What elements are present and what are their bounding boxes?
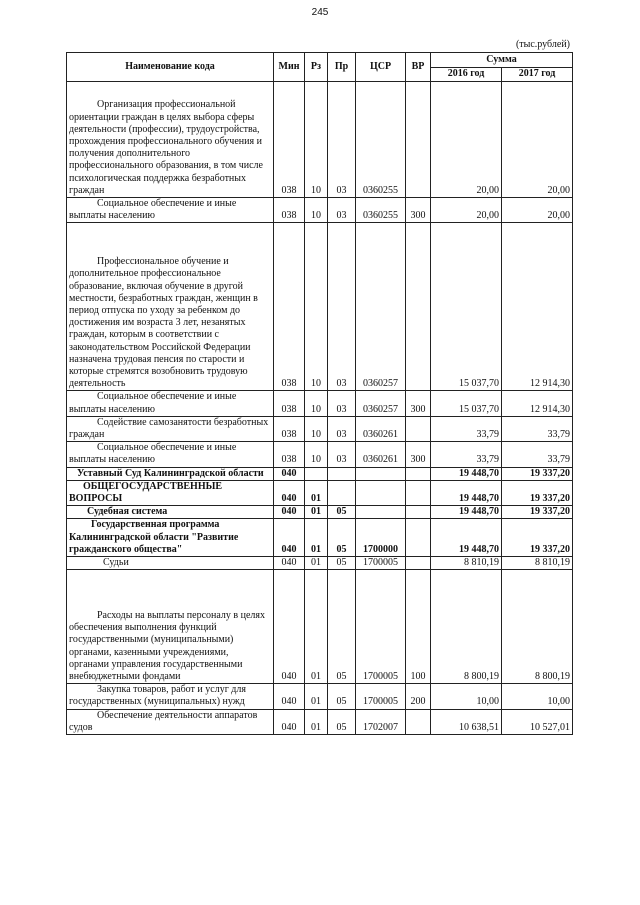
row-vr: 300 (406, 198, 431, 223)
row-min: 038 (274, 198, 305, 223)
row-name: Расходы на выплаты персоналу в целях обеспечения выполнения функций государственными (муниципальными) органами, казенными учреждениями, органами управления государственными внебюджетными фондами (67, 570, 274, 684)
row-min: 038 (274, 223, 305, 391)
budget-table (66, 52, 573, 735)
row-csr: 0360255 (356, 82, 406, 198)
row-vr (406, 506, 431, 519)
row-rz: 01 (305, 480, 328, 505)
table-row (67, 570, 573, 684)
row-rz: 01 (305, 684, 328, 709)
row-2016: 15 037,70 (431, 223, 502, 391)
row-min: 040 (274, 506, 305, 519)
row-pr: 03 (328, 82, 356, 198)
row-rz: 01 (305, 570, 328, 684)
row-name: Судьи (67, 557, 274, 570)
row-rz: 10 (305, 198, 328, 223)
row-min: 040 (274, 519, 305, 557)
row-2016: 10 638,51 (431, 709, 502, 734)
row-pr: 03 (328, 416, 356, 441)
row-min: 040 (274, 480, 305, 505)
page-number: 245 (311, 7, 329, 18)
header-pr: Пр (328, 53, 356, 82)
row-pr: 05 (328, 709, 356, 734)
row-pr: 05 (328, 519, 356, 557)
row-2016: 19 448,70 (431, 519, 502, 557)
table-row (67, 198, 573, 223)
row-2016: 20,00 (431, 198, 502, 223)
row-rz: 01 (305, 506, 328, 519)
row-name: Закупка товаров, работ и услуг для государственных (муниципальных) нужд (67, 684, 274, 709)
row-vr (406, 223, 431, 391)
row-pr: 05 (328, 506, 356, 519)
row-2016: 19 448,70 (431, 480, 502, 505)
row-min: 038 (274, 82, 305, 198)
header-vr: ВР (406, 53, 431, 82)
row-min: 038 (274, 391, 305, 416)
row-2017: 12 914,30 (502, 391, 573, 416)
row-pr: 03 (328, 198, 356, 223)
row-csr (356, 467, 406, 480)
row-csr: 0360257 (356, 391, 406, 416)
row-2016: 10,00 (431, 684, 502, 709)
row-pr: 05 (328, 570, 356, 684)
row-name: Социальное обеспечение и иные выплаты населению (67, 391, 274, 416)
header-name: Наименование кода (67, 53, 274, 82)
row-2016: 19 448,70 (431, 467, 502, 480)
row-2017: 20,00 (502, 198, 573, 223)
row-vr (406, 709, 431, 734)
row-2016: 33,79 (431, 442, 502, 467)
table-row (67, 442, 573, 467)
row-2017: 10,00 (502, 684, 573, 709)
table-row (67, 557, 573, 570)
row-pr (328, 480, 356, 505)
row-2017: 19 337,20 (502, 467, 573, 480)
table-row (67, 391, 573, 416)
row-pr: 05 (328, 684, 356, 709)
row-pr: 03 (328, 442, 356, 467)
table-row (67, 519, 573, 557)
table-row (67, 82, 573, 198)
row-min: 040 (274, 557, 305, 570)
row-min: 040 (274, 684, 305, 709)
row-2016: 8 810,19 (431, 557, 502, 570)
units-label: (тыс.рублей) (515, 39, 570, 50)
row-csr: 1700005 (356, 557, 406, 570)
row-rz: 01 (305, 519, 328, 557)
row-csr: 1702007 (356, 709, 406, 734)
row-2017: 33,79 (502, 442, 573, 467)
header-sum: Сумма (431, 53, 573, 68)
row-name: Социальное обеспечение и иные выплаты населению (67, 198, 274, 223)
row-name: Уставный Суд Калининградской области (67, 467, 274, 480)
row-2017: 12 914,30 (502, 223, 573, 391)
row-min: 040 (274, 570, 305, 684)
row-rz: 01 (305, 709, 328, 734)
row-csr: 1700000 (356, 519, 406, 557)
row-2017: 8 810,19 (502, 557, 573, 570)
table-row (67, 416, 573, 441)
row-name: Государственная программа Калининградской области "Развитие гражданского общества" (67, 519, 274, 557)
row-vr (406, 519, 431, 557)
row-2016: 33,79 (431, 416, 502, 441)
table-row (67, 709, 573, 734)
row-name: Содействие самозанятости безработных граждан (67, 416, 274, 441)
row-vr: 100 (406, 570, 431, 684)
row-rz: 10 (305, 416, 328, 441)
row-2017: 10 527,01 (502, 709, 573, 734)
row-min: 038 (274, 416, 305, 441)
row-2017: 33,79 (502, 416, 573, 441)
row-vr (406, 416, 431, 441)
row-name: Обеспечение деятельности аппаратов судов (67, 709, 274, 734)
row-2017: 20,00 (502, 82, 573, 198)
row-csr: 0360255 (356, 198, 406, 223)
row-vr (406, 82, 431, 198)
row-rz: 10 (305, 223, 328, 391)
row-2017: 19 337,20 (502, 519, 573, 557)
row-csr: 1700005 (356, 570, 406, 684)
row-min: 040 (274, 467, 305, 480)
row-vr: 200 (406, 684, 431, 709)
row-pr: 03 (328, 391, 356, 416)
row-csr: 0360257 (356, 223, 406, 391)
row-rz: 01 (305, 557, 328, 570)
row-name: ОБЩЕГОСУДАРСТВЕННЫЕ ВОПРОСЫ (67, 480, 274, 505)
header-rz: Рз (305, 53, 328, 82)
row-name: Социальное обеспечение и иные выплаты населению (67, 442, 274, 467)
table-row (67, 480, 573, 505)
row-name: Судебная система (67, 506, 274, 519)
row-2016: 20,00 (431, 82, 502, 198)
row-pr: 05 (328, 557, 356, 570)
row-csr (356, 506, 406, 519)
row-2017: 19 337,20 (502, 480, 573, 505)
header-2017: 2017 год (502, 67, 573, 82)
row-pr: 03 (328, 223, 356, 391)
row-csr: 0360261 (356, 442, 406, 467)
row-pr (328, 467, 356, 480)
row-vr (406, 557, 431, 570)
table-row (67, 223, 573, 391)
row-csr (356, 480, 406, 505)
row-csr: 1700005 (356, 684, 406, 709)
row-2016: 8 800,19 (431, 570, 502, 684)
row-min: 038 (274, 442, 305, 467)
table-row (67, 467, 573, 480)
row-rz: 10 (305, 442, 328, 467)
row-vr: 300 (406, 391, 431, 416)
row-csr: 0360261 (356, 416, 406, 441)
table-row (67, 506, 573, 519)
row-rz (305, 467, 328, 480)
table-row (67, 684, 573, 709)
row-2016: 15 037,70 (431, 391, 502, 416)
row-vr: 300 (406, 442, 431, 467)
header-csr: ЦСР (356, 53, 406, 82)
row-name: Профессиональное обучение и дополнительное профессиональное образование, включая обучение в другой местности, безработных граждан, женщин в период отпуска по уходу за ребенком до достижения им возраста 3 лет, незанятых граждан, которым в соответствии с законодательством Российской Федерации назначена трудовая пенсия по старости и которые стремятся возобновить трудовую деятельность (67, 223, 274, 391)
row-name: Организация профессиональной ориентации граждан в целях выбора сферы деятельности (профессии), трудоустройства, прохождения профессионального обучения и получения дополнительного профессионального образования, в том числе психологическая поддержка безработных граждан (69, 99, 263, 196)
row-vr (406, 480, 431, 505)
header-min: Мин (274, 53, 305, 82)
row-2017: 19 337,20 (502, 506, 573, 519)
row-2016: 19 448,70 (431, 506, 502, 519)
row-rz: 10 (305, 82, 328, 198)
row-vr (406, 467, 431, 480)
row-rz: 10 (305, 391, 328, 416)
row-2017: 8 800,19 (502, 570, 573, 684)
row-min: 040 (274, 709, 305, 734)
header-2016: 2016 год (431, 67, 502, 82)
